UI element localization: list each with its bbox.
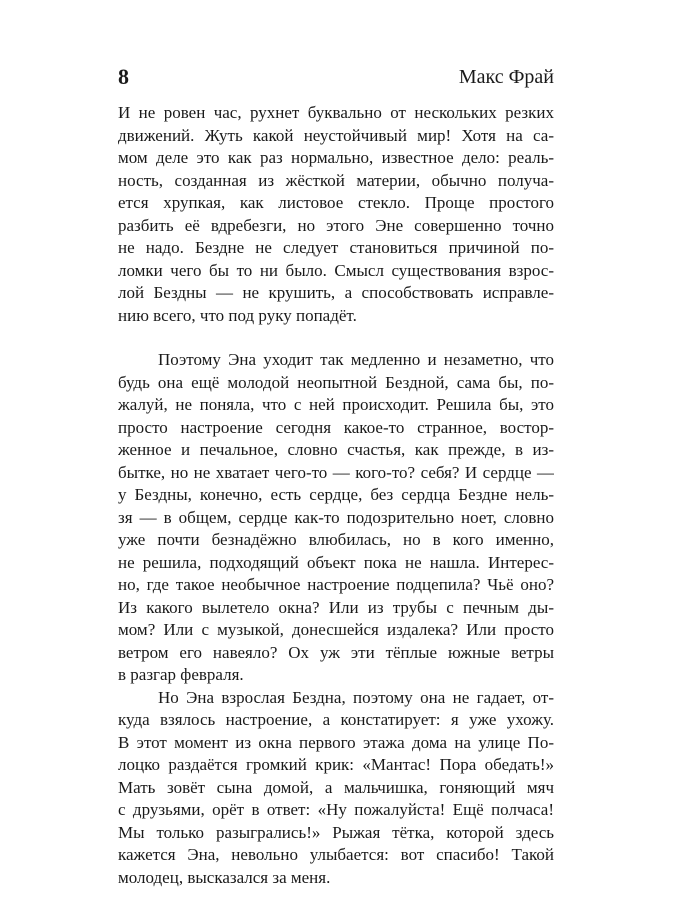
running-head xyxy=(118,62,554,92)
text-line: Мы только разыгрались!» Рыжая тётка, которой здесь xyxy=(118,822,554,842)
text-line: Поэтому Эна уходит так медленно и незаметно, что xyxy=(158,350,554,369)
text-line: мом деле это как раз нормально, известное дело: реаль- xyxy=(118,148,554,167)
text-line: В этот момент из окна первого этажа дома на улице По- xyxy=(118,732,554,752)
text-line: мом? Или с музыкой, донесшейся издалека? Или просто xyxy=(118,620,554,639)
text-line: у Бездны, конечно, есть сердце, без сердца Бездне нель- xyxy=(118,485,554,504)
text-line: бытке, но не хватает чего-то — кого-то? себя? И сердце — xyxy=(118,462,554,482)
paragraph xyxy=(118,102,554,327)
text-line: не решила, подходящий объект пока не нашла. Интерес- xyxy=(118,552,554,572)
text-line: жалуй, не поняла, что с ней происходит. Решила бы, это xyxy=(118,395,554,414)
body-text xyxy=(118,102,554,889)
text-line: но, где такое необычное настроение подцепила? Чьё оно? xyxy=(118,575,554,594)
text-line: женное и печальное, словно счастья, как прежде, в из- xyxy=(118,440,554,459)
paragraph-gap xyxy=(118,327,554,349)
text-line: будь она ещё молодой неопытной Бездной, сама бы, по- xyxy=(118,372,554,392)
text-line: ломки чего бы то ни было. Смысл существования взрос- xyxy=(118,260,554,280)
text-line: Но Эна взрослая Бездна, поэтому она не гадает, от- xyxy=(158,687,554,707)
text-line: движений. Жуть какой неустойчивый мир! Хотя на са- xyxy=(118,125,554,145)
text-line: ность, созданная из жёсткой материи, обычно получа- xyxy=(118,170,554,190)
text-line: лой Бездны — не крушить, а способствовать исправле- xyxy=(118,283,554,302)
running-head-author: Макс Фрай xyxy=(458,66,554,88)
page-number: 8 xyxy=(118,64,129,89)
text-line: в разгар февраля. xyxy=(118,665,244,684)
text-line: лоцко раздаётся громкий крик: «Мантас! Пора обедать!» xyxy=(118,755,554,774)
text-line: кажется Эна, невольно улыбается: вот спасибо! Такой xyxy=(118,845,554,864)
paragraph xyxy=(118,687,554,890)
text-line: зя — в общем, сердце как-то подозрительно ноет, словно xyxy=(118,507,554,527)
text-line: ветром его навеяло? Ох уж эти тёплые южные ветры xyxy=(118,642,554,662)
text-line: Мать зовёт сына домой, а мальчишка, гоняющий мяч xyxy=(118,777,554,797)
text-line: разбить её вдребезги, но этого Эне совершенно точно xyxy=(118,215,554,235)
paragraph xyxy=(118,349,554,687)
text-line: не надо. Бездне не следует становиться причиной по- xyxy=(118,238,554,257)
text-line: ется хрупкая, как листовое стекло. Проще простого xyxy=(118,193,554,212)
text-line: Из какого вылетело окна? Или из трубы с печным ды- xyxy=(118,597,554,617)
text-line: с друзьями, орёт в ответ: «Ну пожалуйста! Ещё полчаса! xyxy=(118,800,554,819)
text-line: уже почти безнадёжно влюбилась, но в кого именно, xyxy=(118,530,554,549)
text-line: И не ровен час, рухнет буквально от нескольких резких xyxy=(118,103,554,122)
text-line: нию всего, что под руку попадёт. xyxy=(118,305,357,325)
text-line: просто настроение сегодня какое-то странное, востор- xyxy=(118,417,554,437)
text-line: куда взялось настроение, а констатирует: я уже ухожу. xyxy=(118,710,554,729)
text-line: молодец, высказался за меня. xyxy=(118,867,331,887)
